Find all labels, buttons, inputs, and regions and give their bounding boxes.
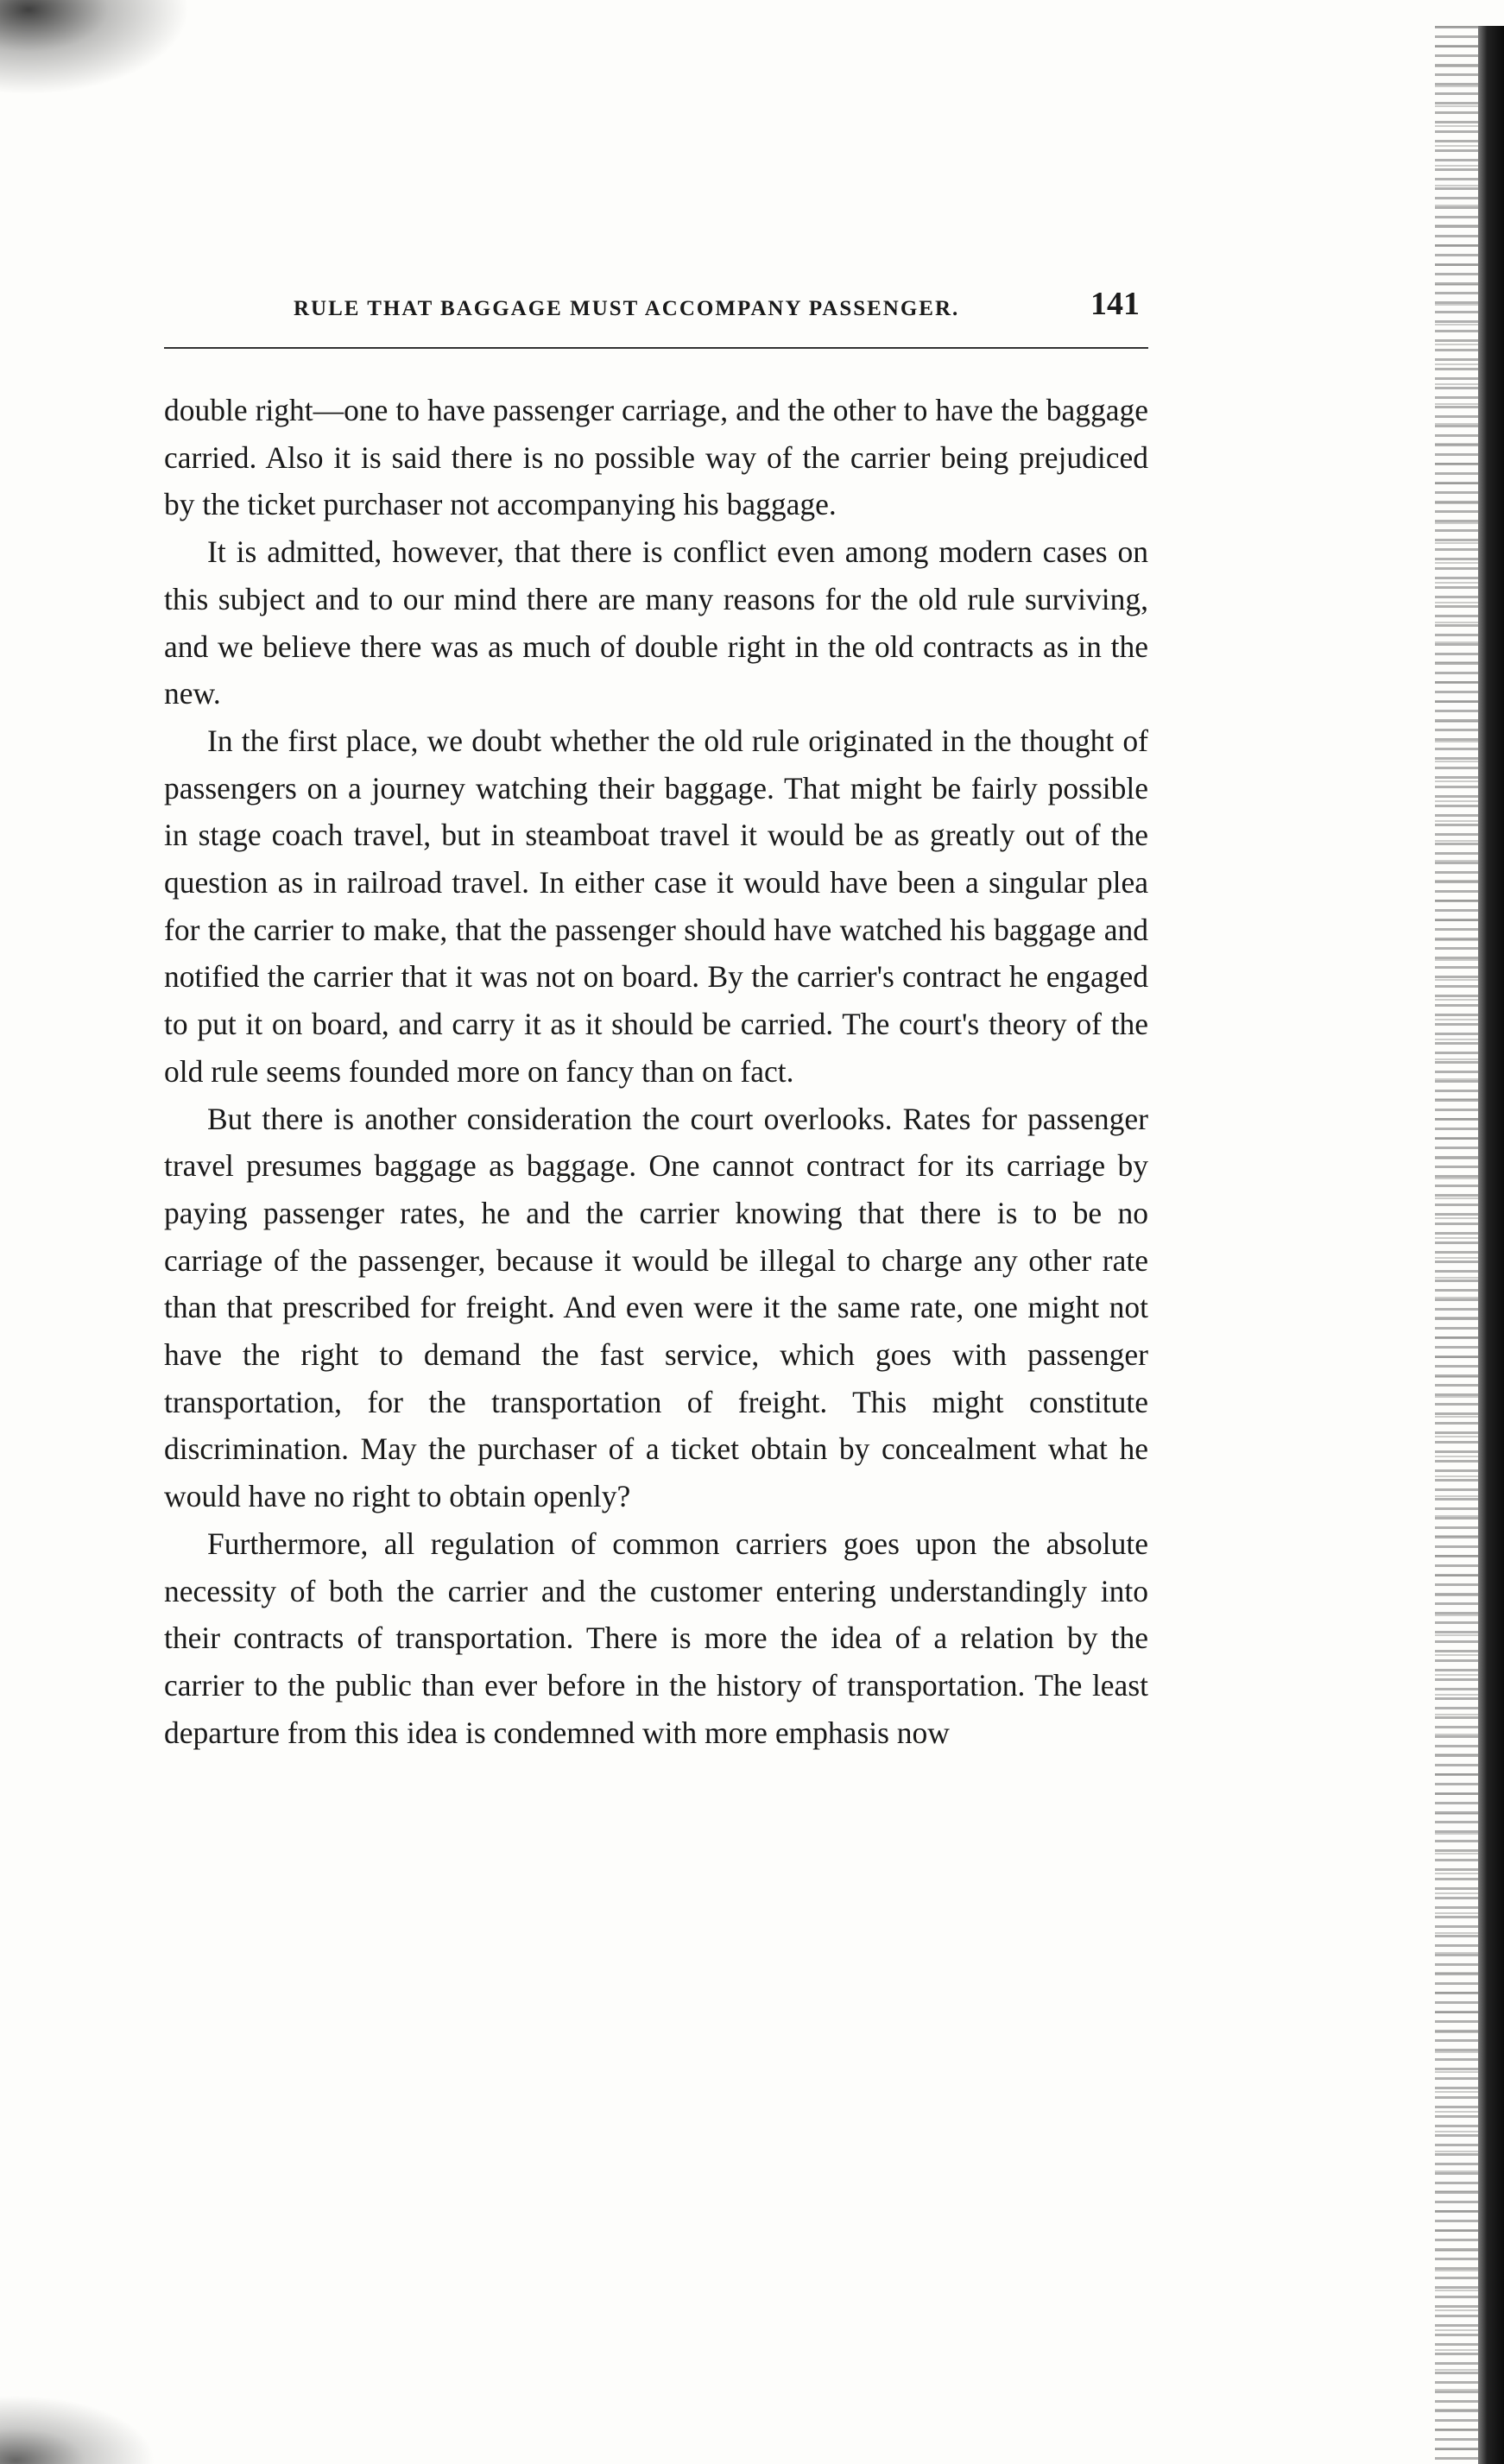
binding-edge: [1478, 26, 1504, 2464]
running-head: RULE THAT BAGGAGE MUST ACCOMPANY PASSENGER.: [294, 297, 960, 320]
body-text: [164, 387, 1148, 1756]
paragraph-continued: double right—one to have passenger carriage, and the other to have the baggage carried. Also it is said there is no possible way of the carrier being prejudiced by the ticket purchaser not accompanying his baggage.: [164, 393, 1148, 522]
binding-speckle: [1435, 26, 1478, 2464]
paragraph: It is admitted, however, that there is conflict even among modern cases on this subject and to our mind there are many reasons for the old rule surviving, and we believe there was as much of double right in the old contracts as in the new.: [164, 534, 1148, 711]
page-number: 141: [1090, 286, 1140, 322]
scan-smudge-bottom-left: [0, 2395, 155, 2464]
scan-smudge-top-left: [0, 0, 190, 95]
page-header: [164, 285, 1148, 337]
paragraph: But there is another consideration the court overlooks. Rates for passenger travel presumes baggage as baggage. One cannot contract for its carriage by paying passenger rates, he and the carrier knowing that there is to be no carriage of the passenger, because it would be illegal to charge any other rate than that prescribed for freight. And even were it the same rate, one might not have the right to demand the fast service, which goes with passenger transportation, for the transportation of freight. This might constitute discrimination. May the purchaser of a ticket obtain by concealment what he would have no right to obtain openly?: [164, 1101, 1148, 1514]
paragraph: Furthermore, all regulation of common carriers goes upon the absolute necessity of both the carrier and the customer entering understandingly into their contracts of transportation. There is more the idea of a relation by the carrier to the public than ever before in the history of transportation. The least departure from this idea is condemned with more emphasis now: [164, 1526, 1148, 1750]
header-rule: [164, 347, 1148, 349]
paragraph: In the first place, we doubt whether the old rule originated in the thought of passengers on a journey watching their baggage. That might be fairly possible in stage coach travel, but in steamboat travel it would be as greatly out of the question as in railroad travel. In either case it would have been a singular plea for the carrier to make, that the passenger should have watched his baggage and notified the carrier that it was not on board. By the carrier's contract he engaged to put it on board, and carry it as it should be carried. The court's theory of the old rule seems founded more on fancy than on fact.: [164, 723, 1148, 1089]
